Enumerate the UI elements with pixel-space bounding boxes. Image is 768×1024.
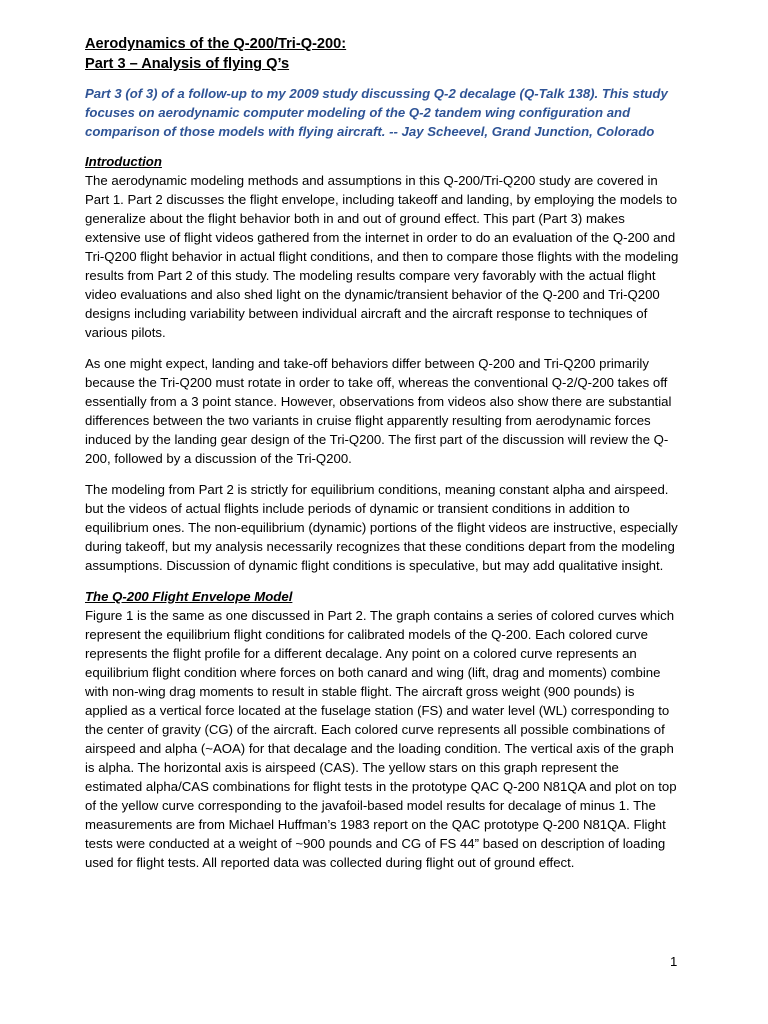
paragraph: As one might expect, landing and take-off behaviors differ between Q-200 and Tri-Q200 primarily because the Tri-Q200 must rotate in order to take off, whereas the conventional Q-2/Q-200 takes off essentially from a 3 point stance. However, observations from videos also show there are substantial differences between the two variants in cruise flight apparently resulting from aerodynamic forces induced by the landing gear design of the Tri-Q200. The first part of the discussion will review the Q-200, followed by a discussion of the Tri-Q200. [85,356,672,466]
author-note: Part 3 (of 3) of a follow-up to my 2009 study discussing Q-2 decalage (Q-Talk 138). This study focuses on aerodynamic computer modeling of the Q-2 tandem wing configuration and comparison of those models with flying aircraft. -- Jay Scheevel, Grand Junction, Colorado [85,86,668,139]
section-flight-envelope-model [85,587,679,872]
section-heading-introduction: Introduction [85,154,162,169]
document-title [85,34,679,74]
title-line-1: Aerodynamics of the Q-200/Tri-Q-200: [85,36,347,52]
page-number: 1 [670,954,678,969]
paragraph: The aerodynamic modeling methods and assumptions in this Q-200/Tri-Q200 study are covered in Part 1. Part 2 discusses the flight envelope, including takeoff and landing, by employing the models to generalize about the flight behavior both in and out of ground effect. This part (Part 3) makes extensive use of flight videos gathered from the internet in order to do an evaluation of the Q-200 and Tri-Q200 flight behavior in actual flight conditions, and then to compare those flights with the modeling results from Part 2 of this study. The modeling results compare very favorably with the actual flight video evaluations and also shed light on the dynamic/transient behavior of the Q-200 and Tri-Q200 designs including variability between individual aircraft and the aircraft response to techniques of various pilots. [85,173,679,340]
section-introduction [85,152,679,575]
section-heading-flight-envelope: The Q-200 Flight Envelope Model [85,589,293,604]
paragraph: The modeling from Part 2 is strictly for equilibrium conditions, meaning constant alpha and airspeed. but the videos of actual flights include periods of dynamic or transient conditions in addition to equilibrium ones. The non-equilibrium (dynamic) portions of the flight videos are instructive, especially during takeoff, but my analysis necessarily recognizes that these conditions depart from the modeling assumptions. Discussion of dynamic flight conditions is speculative, but may add qualitative insight. [85,482,678,573]
paragraph: Figure 1 is the same as one discussed in Part 2. The graph contains a series of colored curves which represent the equilibrium flight conditions for calibrated models of the Q-200. Each colored curve represents the flight profile for a different decalage. Any point on a colored curve represents an equilibrium flight condition where forces on both canard and wing (lift, drag and moments) combine with non-wing drag moments to result in stable flight. The aircraft gross weight (900 pounds) is applied as a vertical force located at the fuselage station (FS) and water level (WL) corresponding to the center of gravity (CG) of the aircraft. Each colored curve represents all possible combinations of airspeed and alpha (~AOA) for that decalage and the loading condition. The vertical axis of the graph is alpha. The horizontal axis is airspeed (CAS). The yellow stars on this graph represent the estimated alpha/CAS combinations for flight tests in the prototype QAC Q-200 N81QA and plot on top of the yellow curve corresponding to the javafoil-based model results for decalage of minus 1. The measurements are from Michael Huffman’s 1983 report on the QAC prototype Q-200 N81QA. Flight tests were conducted at a weight of ~900 pounds and CG of FS 44” based on description of loading used for flight tests. All reported data was collected during flight out of ground effect. [85,608,677,870]
document-page [85,34,679,884]
title-line-2: Part 3 – Analysis of flying Q’s [85,56,290,72]
